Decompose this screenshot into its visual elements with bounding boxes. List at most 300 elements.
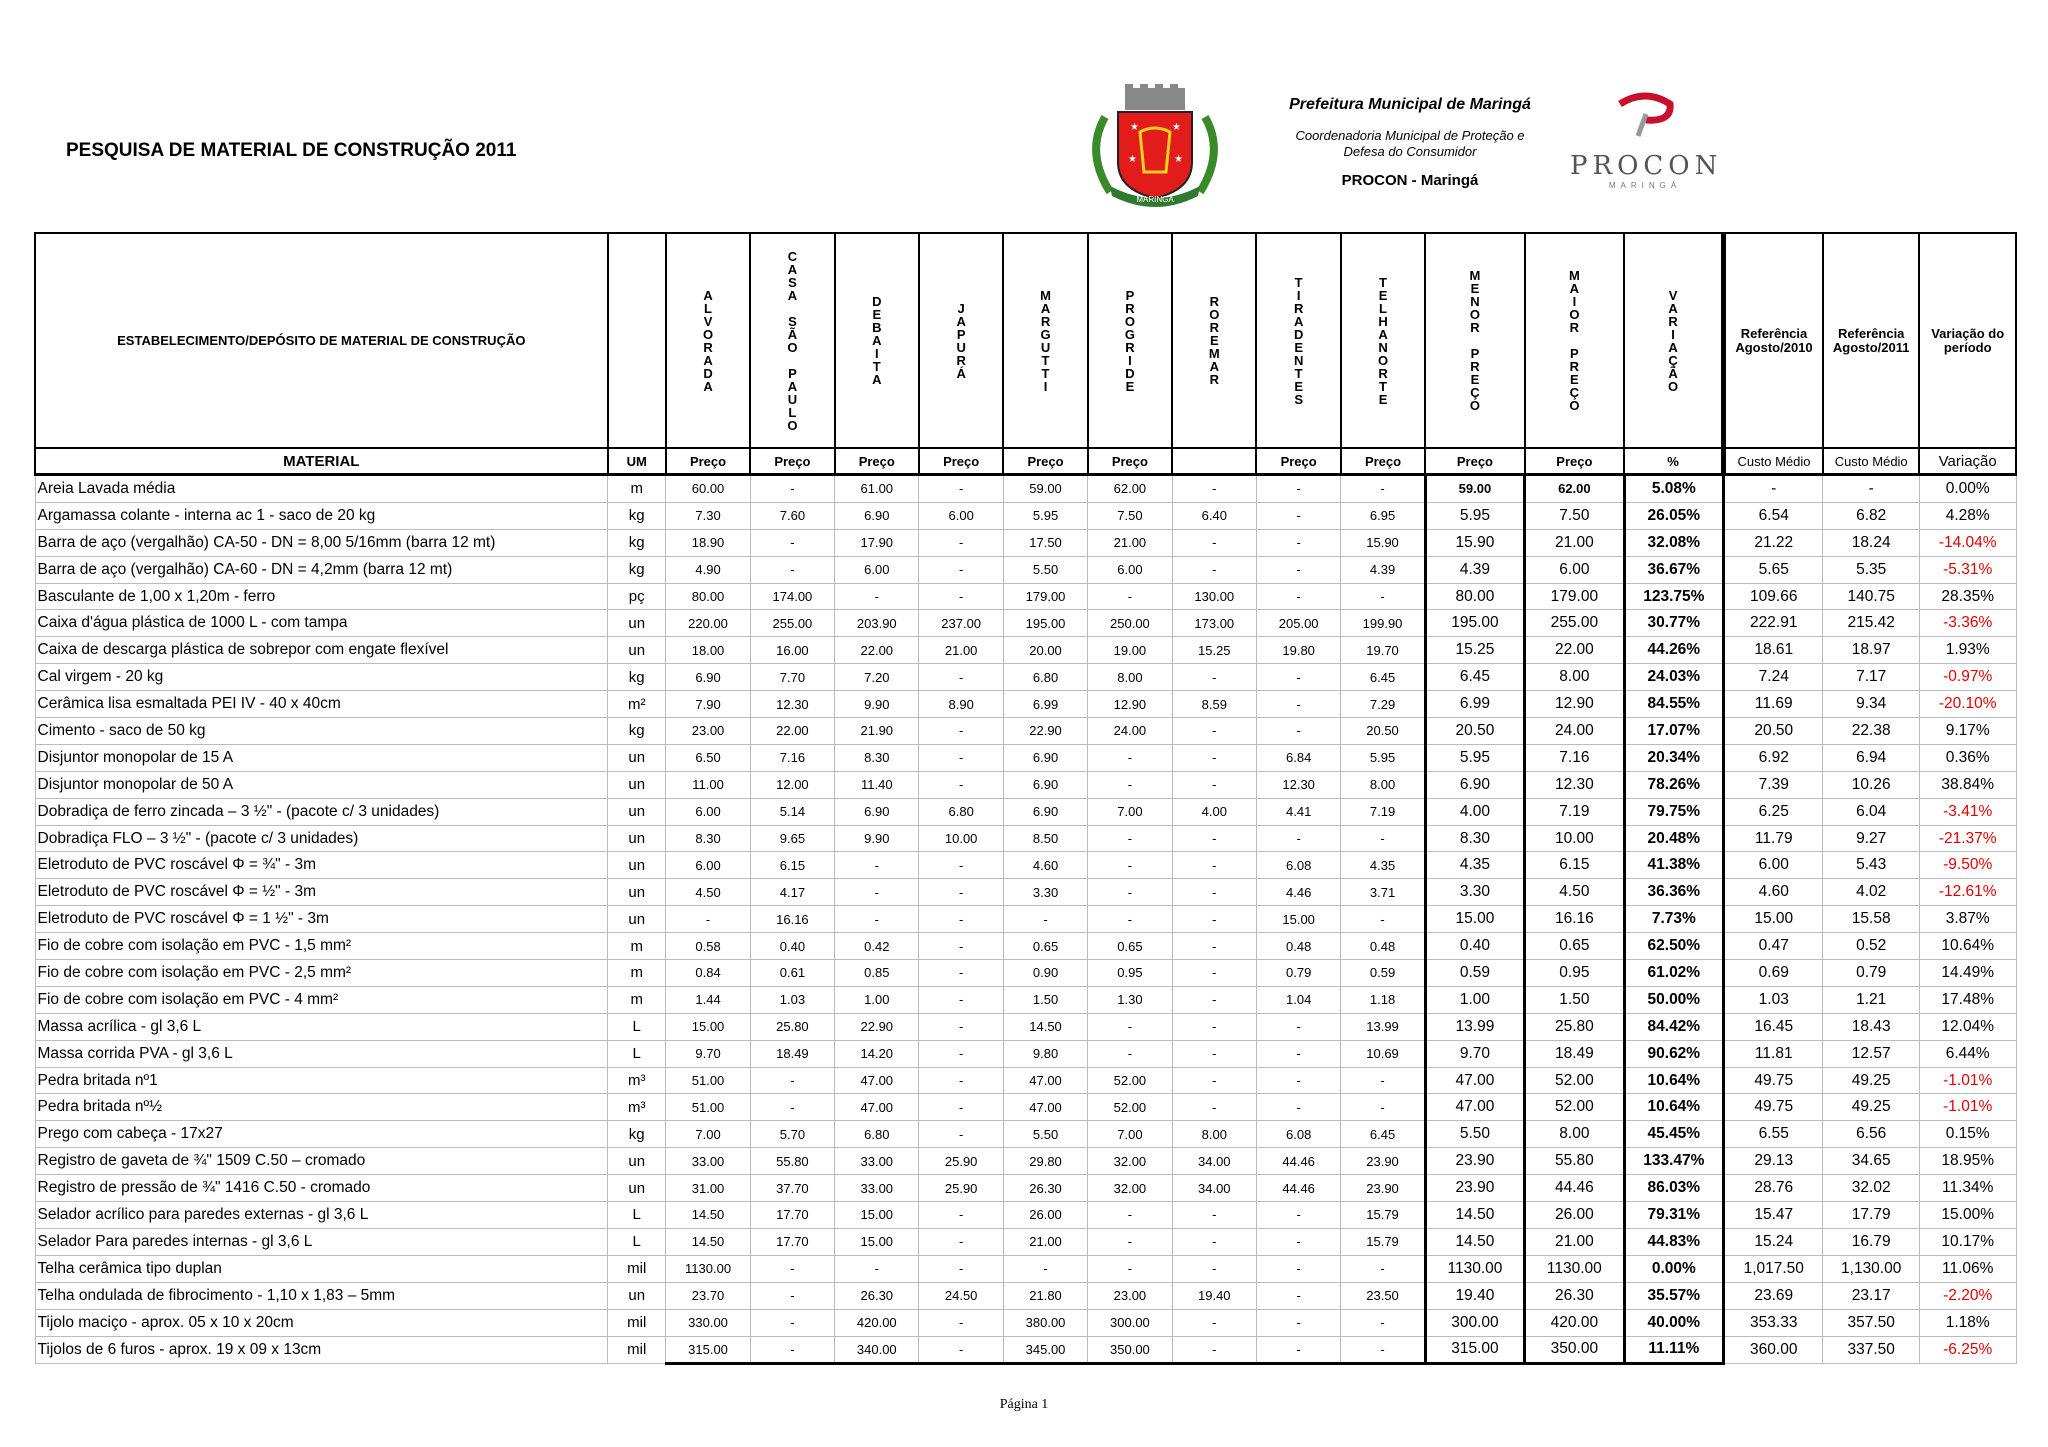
price-subheader: Preço xyxy=(666,448,750,475)
store-price-cell: 0.48 xyxy=(1341,933,1425,960)
menor-preco-cell: 14.50 xyxy=(1425,1202,1524,1229)
store-price-cell: - xyxy=(919,1067,1003,1094)
variacao-periodo-cell: -1.01% xyxy=(1919,1094,2016,1121)
material-name: Basculante de 1,00 x 1,20m - ferro xyxy=(35,583,608,610)
menor-subheader: Preço xyxy=(1425,448,1524,475)
material-name: Dobradiça de ferro zincada – 3 ½" - (pacote c/ 3 unidades) xyxy=(35,798,608,825)
variacao-cell: 26.05% xyxy=(1624,502,1723,529)
variacao-periodo-cell: 18.95% xyxy=(1919,1148,2016,1175)
table-row xyxy=(35,1202,2016,1229)
store-price-cell: - xyxy=(1341,825,1425,852)
table-row xyxy=(35,933,2016,960)
maior-preco-cell: 8.00 xyxy=(1525,664,1624,691)
store-price-cell: 6.99 xyxy=(1003,691,1087,718)
ref-2010-cell: 0.69 xyxy=(1724,960,1823,987)
unit-cell: pç xyxy=(608,583,666,610)
ref-2010-cell: - xyxy=(1724,475,1823,503)
unit-cell: kg xyxy=(608,1121,666,1148)
menor-preco-cell: 1.00 xyxy=(1425,986,1524,1013)
menor-preco-cell: 14.50 xyxy=(1425,1228,1524,1255)
store-price-cell: - xyxy=(1172,986,1256,1013)
store-price-cell: 6.80 xyxy=(1003,664,1087,691)
table-row xyxy=(35,744,2016,771)
store-price-cell: 18.49 xyxy=(750,1040,834,1067)
store-price-cell: 15.00 xyxy=(1256,906,1340,933)
variacao-cell: 123.75% xyxy=(1624,583,1723,610)
store-price-cell: - xyxy=(750,529,834,556)
material-name: Cimento - saco de 50 kg xyxy=(35,718,608,745)
maior-preco-cell: 10.00 xyxy=(1525,825,1624,852)
store-price-cell: 17.50 xyxy=(1003,529,1087,556)
unit-cell: kg xyxy=(608,556,666,583)
variacao-periodo-cell: 12.04% xyxy=(1919,1013,2016,1040)
store-price-cell: 25.80 xyxy=(750,1013,834,1040)
store-price-cell: 61.00 xyxy=(835,475,919,503)
menor-preco-cell: 15.25 xyxy=(1425,637,1524,664)
maior-preco-cell: 0.65 xyxy=(1525,933,1624,960)
store-price-cell: - xyxy=(1341,1309,1425,1336)
institution-dept-line1: Coordenadoria Municipal de Proteção e xyxy=(1295,128,1525,143)
store-price-cell: - xyxy=(919,529,1003,556)
store-price-cell: 1.18 xyxy=(1341,986,1425,1013)
store-price-cell: 195.00 xyxy=(1003,610,1087,637)
store-price-cell: - xyxy=(1172,933,1256,960)
variacao-cell: 20.48% xyxy=(1624,825,1723,852)
store-price-cell: - xyxy=(1003,1255,1087,1282)
maior-preco-cell: 26.30 xyxy=(1525,1282,1624,1309)
store-price-cell: 15.79 xyxy=(1341,1202,1425,1229)
store-price-cell: 23.00 xyxy=(1088,1282,1172,1309)
material-name: Fio de cobre com isolação em PVC - 1,5 mm² xyxy=(35,933,608,960)
store-price-cell: - xyxy=(1256,825,1340,852)
store-price-cell: 7.60 xyxy=(750,502,834,529)
variacao-cell: 79.31% xyxy=(1624,1202,1723,1229)
table-row xyxy=(35,1336,2016,1364)
store-price-cell: - xyxy=(750,475,834,503)
variacao-periodo-cell: -12.61% xyxy=(1919,879,2016,906)
store-price-cell: 52.00 xyxy=(1088,1094,1172,1121)
ref-2011-cell: 1.21 xyxy=(1823,986,1919,1013)
store-price-cell: 5.95 xyxy=(1003,502,1087,529)
store-price-cell: - xyxy=(1088,906,1172,933)
store-price-cell: - xyxy=(835,906,919,933)
store-price-cell: 62.00 xyxy=(1088,475,1172,503)
variacao-periodo-cell: 0.15% xyxy=(1919,1121,2016,1148)
store-price-cell: 19.00 xyxy=(1088,637,1172,664)
store-price-cell: 8.30 xyxy=(835,744,919,771)
procon-logo xyxy=(1570,92,1723,190)
variacao-periodo-cell: 10.17% xyxy=(1919,1228,2016,1255)
table-row xyxy=(35,637,2016,664)
store-price-cell: - xyxy=(1088,1255,1172,1282)
price-table xyxy=(34,232,2017,1365)
ref-2011-cell: 6.56 xyxy=(1823,1121,1919,1148)
maior-preco-cell: 18.49 xyxy=(1525,1040,1624,1067)
store-price-cell: 17.70 xyxy=(750,1228,834,1255)
store-price-cell: 6.90 xyxy=(835,798,919,825)
store-price-cell: 173.00 xyxy=(1172,610,1256,637)
store-price-cell: 33.00 xyxy=(835,1148,919,1175)
store-price-cell: 9.65 xyxy=(750,825,834,852)
ref-2011-cell: 49.25 xyxy=(1823,1067,1919,1094)
municipal-crest-icon xyxy=(1080,82,1230,212)
store-price-cell: - xyxy=(1172,475,1256,503)
store-price-cell: 34.00 xyxy=(1172,1148,1256,1175)
store-price-cell: 8.59 xyxy=(1172,691,1256,718)
store-price-cell: - xyxy=(1088,825,1172,852)
store-price-cell: 5.70 xyxy=(750,1121,834,1148)
store-price-cell: - xyxy=(1088,771,1172,798)
variacao-cell: 11.11% xyxy=(1624,1336,1723,1364)
ref-2011-cell: 22.38 xyxy=(1823,718,1919,745)
store-price-cell: - xyxy=(1172,1094,1256,1121)
ref-2011-cell: 16.79 xyxy=(1823,1228,1919,1255)
store-price-cell: 10.69 xyxy=(1341,1040,1425,1067)
variacao-periodo-cell: -9.50% xyxy=(1919,852,2016,879)
store-price-cell: 23.00 xyxy=(666,718,750,745)
store-price-cell: - xyxy=(919,1309,1003,1336)
ref-2010-cell: 0.47 xyxy=(1724,933,1823,960)
table-row xyxy=(35,798,2016,825)
maior-preco-cell: 25.80 xyxy=(1525,1013,1624,1040)
variacao-periodo-cell: 38.84% xyxy=(1919,771,2016,798)
ref-2010-cell: 11.79 xyxy=(1724,825,1823,852)
store-price-cell: - xyxy=(750,1094,834,1121)
store-price-cell: - xyxy=(1088,852,1172,879)
unit-cell: un xyxy=(608,906,666,933)
ref-2010-cell: 1,017.50 xyxy=(1724,1255,1823,1282)
ref-2010-cell: 5.65 xyxy=(1724,556,1823,583)
store-price-cell: - xyxy=(1341,583,1425,610)
store-header: C A S A S Ã O P A U L O xyxy=(750,233,834,448)
store-price-cell: 14.20 xyxy=(835,1040,919,1067)
um-header-blank xyxy=(608,233,666,448)
store-price-cell: 24.50 xyxy=(919,1282,1003,1309)
store-price-cell: - xyxy=(750,1336,834,1364)
ref-2010-cell: 20.50 xyxy=(1724,718,1823,745)
um-header: UM xyxy=(608,448,666,475)
variacao-cell: 0.00% xyxy=(1624,1255,1723,1282)
ref-2011-cell: 17.79 xyxy=(1823,1202,1919,1229)
maior-preco-cell: 7.50 xyxy=(1525,502,1624,529)
ref-2011-cell: 9.27 xyxy=(1823,825,1919,852)
store-price-cell: 6.80 xyxy=(835,1121,919,1148)
ref-2011-cell: 18.24 xyxy=(1823,529,1919,556)
store-price-cell: - xyxy=(919,664,1003,691)
unit-cell: kg xyxy=(608,718,666,745)
material-name: Caixa de descarga plástica de sobrepor com engate flexível xyxy=(35,637,608,664)
svg-text:★: ★ xyxy=(1172,122,1181,133)
unit-cell: kg xyxy=(608,502,666,529)
store-price-cell: - xyxy=(919,1121,1003,1148)
store-price-cell: 14.50 xyxy=(1003,1013,1087,1040)
store-price-cell: 19.70 xyxy=(1341,637,1425,664)
store-price-cell: 6.45 xyxy=(1341,664,1425,691)
menor-preco-cell: 4.00 xyxy=(1425,798,1524,825)
store-price-cell: 6.90 xyxy=(835,502,919,529)
ref-2010-header: Referência Agosto/2010 xyxy=(1724,233,1823,448)
store-price-cell: 59.00 xyxy=(1003,475,1087,503)
unit-cell: un xyxy=(608,1175,666,1202)
store-price-cell: - xyxy=(1256,583,1340,610)
store-price-cell: 25.90 xyxy=(919,1148,1003,1175)
variacao-cell: 50.00% xyxy=(1624,986,1723,1013)
store-price-cell: 330.00 xyxy=(666,1309,750,1336)
maior-subheader: Preço xyxy=(1525,448,1624,475)
table-row xyxy=(35,1148,2016,1175)
store-price-cell: - xyxy=(1256,1040,1340,1067)
store-price-cell: - xyxy=(1088,1228,1172,1255)
ref-2011-cell: 12.57 xyxy=(1823,1040,1919,1067)
unit-cell: un xyxy=(608,798,666,825)
table-row xyxy=(35,1067,2016,1094)
table-row xyxy=(35,1309,2016,1336)
variacao-cell: 17.07% xyxy=(1624,718,1723,745)
menor-preco-cell: 5.50 xyxy=(1425,1121,1524,1148)
store-price-cell: 16.00 xyxy=(750,637,834,664)
variacao-cell: 32.08% xyxy=(1624,529,1723,556)
unit-cell: mil xyxy=(608,1336,666,1364)
store-price-cell: 340.00 xyxy=(835,1336,919,1364)
store-price-cell: 300.00 xyxy=(1088,1309,1172,1336)
store-price-cell: - xyxy=(835,879,919,906)
store-price-cell: - xyxy=(1341,475,1425,503)
maior-preco-cell: 6.00 xyxy=(1525,556,1624,583)
menor-preco-cell: 15.00 xyxy=(1425,906,1524,933)
store-price-cell: 7.16 xyxy=(750,744,834,771)
ref-2010-cell: 29.13 xyxy=(1724,1148,1823,1175)
maior-preco-cell: 16.16 xyxy=(1525,906,1624,933)
unit-cell: un xyxy=(608,637,666,664)
ref-2010-cell: 6.00 xyxy=(1724,852,1823,879)
table-row xyxy=(35,879,2016,906)
table-row xyxy=(35,1094,2016,1121)
store-price-cell: 7.00 xyxy=(1088,798,1172,825)
table-row xyxy=(35,475,2016,503)
variacao-periodo-cell: 1.93% xyxy=(1919,637,2016,664)
store-price-cell: 12.30 xyxy=(1256,771,1340,798)
ref-2010-cell: 15.00 xyxy=(1724,906,1823,933)
store-price-cell: 4.35 xyxy=(1341,852,1425,879)
store-price-cell: 0.65 xyxy=(1088,933,1172,960)
material-name: Registro de pressão de ¾" 1416 C.50 - cromado xyxy=(35,1175,608,1202)
procon-wordmark: PROCON xyxy=(1570,151,1723,181)
variacao-cell: 44.83% xyxy=(1624,1228,1723,1255)
store-price-cell: 7.00 xyxy=(666,1121,750,1148)
table-row xyxy=(35,986,2016,1013)
ref-2011-header: Referência Agosto/2011 xyxy=(1823,233,1919,448)
ref-2011-cell: 4.02 xyxy=(1823,879,1919,906)
store-price-cell: - xyxy=(835,852,919,879)
store-price-cell: 9.80 xyxy=(1003,1040,1087,1067)
unit-cell: kg xyxy=(608,529,666,556)
menor-preco-cell: 5.95 xyxy=(1425,744,1524,771)
store-price-cell: 18.00 xyxy=(666,637,750,664)
store-price-cell: - xyxy=(1341,1336,1425,1364)
ref-2010-cell: 7.24 xyxy=(1724,664,1823,691)
store-price-cell: - xyxy=(750,1309,834,1336)
store-price-cell: - xyxy=(919,1013,1003,1040)
store-price-cell: 55.80 xyxy=(750,1148,834,1175)
ref-2011-cell: 9.34 xyxy=(1823,691,1919,718)
store-header: T E L H A N O R T E xyxy=(1341,233,1425,448)
ref-2011-cell: 15.58 xyxy=(1823,906,1919,933)
store-price-cell: 174.00 xyxy=(750,583,834,610)
store-price-cell: 6.95 xyxy=(1341,502,1425,529)
store-price-cell: 60.00 xyxy=(666,475,750,503)
store-price-cell: 5.95 xyxy=(1341,744,1425,771)
material-name: Eletroduto de PVC roscável Φ = 1 ½" - 3m xyxy=(35,906,608,933)
variacao-periodo-cell: 6.44% xyxy=(1919,1040,2016,1067)
material-name: Pedra britada nº½ xyxy=(35,1094,608,1121)
variacao-periodo-cell: -1.01% xyxy=(1919,1067,2016,1094)
store-price-cell: 5.50 xyxy=(1003,1121,1087,1148)
store-price-cell: 6.00 xyxy=(919,502,1003,529)
menor-preco-cell: 13.99 xyxy=(1425,1013,1524,1040)
table-row xyxy=(35,556,2016,583)
store-price-cell: - xyxy=(1088,1013,1172,1040)
ref-2010-cell: 28.76 xyxy=(1724,1175,1823,1202)
store-price-cell: 0.85 xyxy=(835,960,919,987)
variacao-periodo-cell: 1.18% xyxy=(1919,1309,2016,1336)
store-price-cell: 7.90 xyxy=(666,691,750,718)
store-price-cell: - xyxy=(1172,744,1256,771)
store-price-cell: 80.00 xyxy=(666,583,750,610)
store-price-cell: 1.50 xyxy=(1003,986,1087,1013)
store-price-cell: 26.30 xyxy=(1003,1175,1087,1202)
store-price-cell: 23.90 xyxy=(1341,1175,1425,1202)
menor-preco-cell: 20.50 xyxy=(1425,718,1524,745)
store-price-cell: 34.00 xyxy=(1172,1175,1256,1202)
store-price-cell: 4.41 xyxy=(1256,798,1340,825)
ref-2010-cell: 109.66 xyxy=(1724,583,1823,610)
unit-cell: un xyxy=(608,610,666,637)
ref-2010-cell: 49.75 xyxy=(1724,1094,1823,1121)
store-price-cell: 237.00 xyxy=(919,610,1003,637)
variacao-cell: 45.45% xyxy=(1624,1121,1723,1148)
store-header: M A R G U T T I xyxy=(1003,233,1087,448)
custo-medio-2011-subheader: Custo Médio xyxy=(1823,448,1919,475)
table-row xyxy=(35,610,2016,637)
store-price-cell: 4.39 xyxy=(1341,556,1425,583)
store-price-cell: 1.03 xyxy=(750,986,834,1013)
store-price-cell: 5.50 xyxy=(1003,556,1087,583)
store-price-cell: 24.00 xyxy=(1088,718,1172,745)
menor-preco-cell: 9.70 xyxy=(1425,1040,1524,1067)
store-price-cell: 16.16 xyxy=(750,906,834,933)
material-name: Selador Para paredes internas - gl 3,6 L xyxy=(35,1228,608,1255)
variacao-periodo-cell: 11.06% xyxy=(1919,1255,2016,1282)
store-price-cell: 4.46 xyxy=(1256,879,1340,906)
store-price-cell: 26.30 xyxy=(835,1282,919,1309)
store-price-cell: - xyxy=(1172,879,1256,906)
menor-preco-cell: 3.30 xyxy=(1425,879,1524,906)
variacao-cell: 10.64% xyxy=(1624,1094,1723,1121)
store-price-cell: 44.46 xyxy=(1256,1148,1340,1175)
ref-2010-cell: 23.69 xyxy=(1724,1282,1823,1309)
material-name: Tijolos de 6 furos - aprox. 19 x 09 x 13cm xyxy=(35,1336,608,1364)
material-name: Eletroduto de PVC roscável Φ = ¾" - 3m xyxy=(35,852,608,879)
store-price-cell: 6.00 xyxy=(666,798,750,825)
unit-cell: m³ xyxy=(608,1094,666,1121)
store-price-cell: - xyxy=(1088,1040,1172,1067)
variacao-periodo-cell: -5.31% xyxy=(1919,556,2016,583)
unit-cell: mil xyxy=(608,1255,666,1282)
store-price-cell: 12.00 xyxy=(750,771,834,798)
store-price-cell: 13.99 xyxy=(1341,1013,1425,1040)
store-price-cell: 12.30 xyxy=(750,691,834,718)
maior-preco-cell: 62.00 xyxy=(1525,475,1624,503)
store-price-cell: 6.84 xyxy=(1256,744,1340,771)
store-price-cell: - xyxy=(1256,529,1340,556)
variacao-periodo-cell: 0.00% xyxy=(1919,475,2016,503)
ref-2011-cell: 0.52 xyxy=(1823,933,1919,960)
menor-preco-cell: 23.90 xyxy=(1425,1148,1524,1175)
store-price-cell: 315.00 xyxy=(666,1336,750,1364)
store-price-cell: - xyxy=(1172,664,1256,691)
store-price-cell: - xyxy=(1256,691,1340,718)
table-body xyxy=(35,475,2016,1364)
variacao-periodo-cell: -2.20% xyxy=(1919,1282,2016,1309)
store-price-cell: - xyxy=(1256,1094,1340,1121)
store-price-cell: - xyxy=(1256,502,1340,529)
store-price-cell: 22.90 xyxy=(1003,718,1087,745)
unit-cell: kg xyxy=(608,664,666,691)
store-price-cell: 22.90 xyxy=(835,1013,919,1040)
table-row xyxy=(35,691,2016,718)
store-header: T I R A D E N T E S xyxy=(1256,233,1340,448)
store-price-cell: 0.90 xyxy=(1003,960,1087,987)
ref-2010-cell: 15.47 xyxy=(1724,1202,1823,1229)
store-price-cell: 21.00 xyxy=(919,637,1003,664)
variacao-periodo-cell: 15.00% xyxy=(1919,1202,2016,1229)
establishment-header: ESTABELECIMENTO/DEPÓSITO DE MATERIAL DE CONSTRUÇÃO xyxy=(35,233,608,448)
material-name: Selador acrílico para paredes externas - gl 3,6 L xyxy=(35,1202,608,1229)
ref-2010-cell: 18.61 xyxy=(1724,637,1823,664)
variacao-periodo-cell: 11.34% xyxy=(1919,1175,2016,1202)
store-price-cell: - xyxy=(835,583,919,610)
table-row xyxy=(35,771,2016,798)
maior-preco-cell: 52.00 xyxy=(1525,1094,1624,1121)
store-price-cell: 51.00 xyxy=(666,1094,750,1121)
variacao-periodo-cell: 0.36% xyxy=(1919,744,2016,771)
material-name: Telha cerâmica tipo duplan xyxy=(35,1255,608,1282)
store-price-cell: 47.00 xyxy=(1003,1094,1087,1121)
store-price-cell: 0.58 xyxy=(666,933,750,960)
maior-preco-cell: 52.00 xyxy=(1525,1067,1624,1094)
institution-procon: PROCON - Maringá xyxy=(1341,172,1479,189)
store-price-cell: 4.00 xyxy=(1172,798,1256,825)
ref-2011-cell: 7.17 xyxy=(1823,664,1919,691)
maior-preco-cell: 55.80 xyxy=(1525,1148,1624,1175)
store-price-cell: 1.00 xyxy=(835,986,919,1013)
store-price-cell: - xyxy=(919,1228,1003,1255)
store-price-cell: 51.00 xyxy=(666,1067,750,1094)
unit-cell: un xyxy=(608,1282,666,1309)
menor-preco-cell: 6.90 xyxy=(1425,771,1524,798)
store-price-cell: - xyxy=(1341,1094,1425,1121)
menor-preco-cell: 5.95 xyxy=(1425,502,1524,529)
store-price-cell: 26.00 xyxy=(1003,1202,1087,1229)
store-price-cell: 19.40 xyxy=(1172,1282,1256,1309)
menor-preco-cell: 47.00 xyxy=(1425,1067,1524,1094)
store-price-cell: 20.00 xyxy=(1003,637,1087,664)
price-subheader: Preço xyxy=(919,448,1003,475)
store-price-cell: 1130.00 xyxy=(666,1255,750,1282)
material-name: Eletroduto de PVC roscável Φ = ½" - 3m xyxy=(35,879,608,906)
variacao-periodo-cell: -0.97% xyxy=(1919,664,2016,691)
maior-preco-cell: 6.15 xyxy=(1525,852,1624,879)
